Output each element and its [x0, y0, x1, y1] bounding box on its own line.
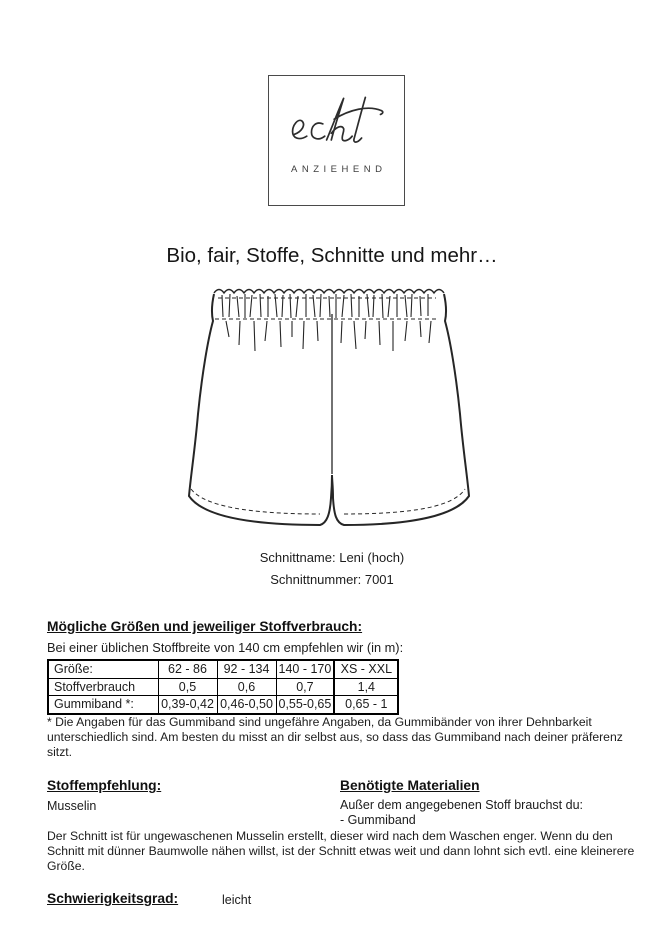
difficulty-heading: Schwierigkeitsgrad:	[47, 891, 179, 906]
table-row-stoffverbrauch	[48, 678, 398, 696]
fabric-value: Musselin	[47, 799, 97, 813]
table-row-gummiband	[48, 696, 398, 714]
materials-heading: Benötigte Materialien	[340, 778, 480, 793]
difficulty-value: leicht	[222, 893, 252, 907]
sizes-table	[47, 659, 399, 715]
table-cell: XS - XXL	[334, 660, 398, 678]
table-cell: 0,6	[217, 678, 276, 696]
wash-note: Der Schnitt ist für ungewaschenen Musselin erstellt, dieser wird nach dem Waschen enger. Wenn du den Schnitt mit dünner Baumwolle nähen willst, ist der Schnitt etwas weit und dann lohnt sich evtl. eine kleinerere Größe.	[47, 829, 635, 874]
table-cell: 1,4	[334, 678, 398, 696]
table-row-groesse	[48, 660, 398, 678]
table-cell: 0,55-0,65	[276, 696, 334, 714]
materials-item: - Gummiband	[340, 813, 416, 827]
materials-intro: Außer dem angegebenen Stoff brauchst du:	[340, 798, 583, 812]
logo-box	[268, 75, 405, 206]
table-cell: 0,7	[276, 678, 334, 696]
logo-wordmark-echt	[285, 92, 389, 152]
row-label: Stoffverbrauch	[48, 678, 158, 696]
table-cell: 0,65 - 1	[334, 696, 398, 714]
fabric-heading: Stoffempfehlung:	[47, 778, 162, 793]
sizes-intro: Bei einer üblichen Stoffbreite von 140 cm empfehlen wir (in m):	[47, 640, 404, 655]
table-cell: 0,39-0,42	[158, 696, 217, 714]
table-cell: 0,5	[158, 678, 217, 696]
row-label: Gummiband *:	[48, 696, 158, 714]
table-cell: 92 - 134	[217, 660, 276, 678]
sizes-heading: Mögliche Größen und jeweiliger Stoffverbrauch:	[47, 619, 363, 634]
pattern-number: Schnittnummer: 7001	[270, 572, 394, 587]
table-cell: 62 - 86	[158, 660, 217, 678]
logo-subtitle: ANZIEHEND	[291, 164, 387, 175]
row-label: Größe:	[48, 660, 158, 678]
table-cell: 0,46-0,50	[217, 696, 276, 714]
sizes-footnote: * Die Angaben für das Gummiband sind ungefähre Angaben, da Gummibänder von ihrer Dehnbarkeit unterschiedlich sind. Am besten du misst an dir selbst aus, so dass das Gummiband nach deiner präferenz sitzt.	[47, 715, 623, 759]
page-title: Bio, fair, Stoffe, Schnitte und mehr…	[166, 244, 498, 267]
table-cell: 140 - 170	[276, 660, 334, 678]
shorts-illustration	[182, 283, 482, 535]
pattern-name: Schnittname: Leni (hoch)	[259, 550, 405, 565]
